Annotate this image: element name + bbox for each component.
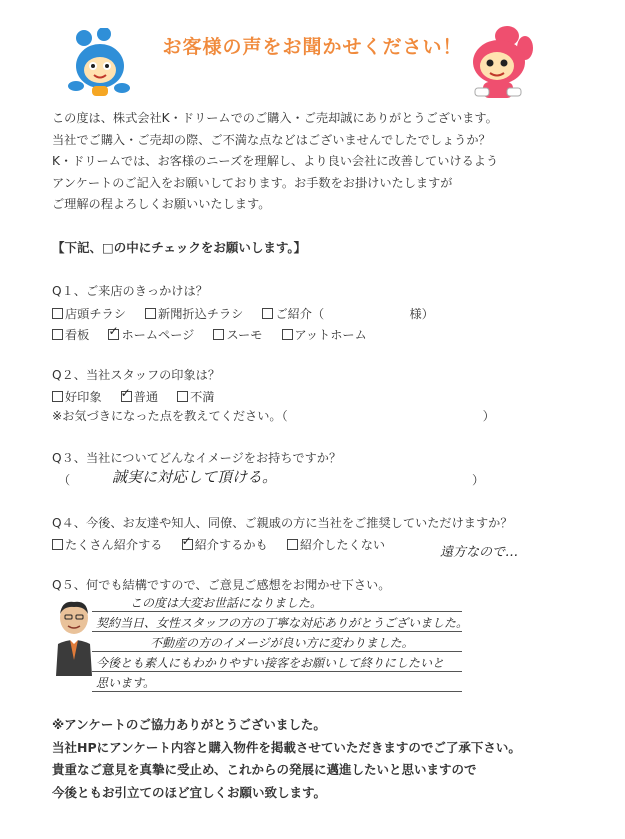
q4-option-many[interactable]: たくさん紹介する <box>52 536 163 553</box>
q5-line: この度は大変お世話になりました。 <box>130 596 323 610</box>
intro-text <box>52 108 592 216</box>
q2-option-bad[interactable]: 不満 <box>177 388 214 405</box>
q3-open-paren: （ <box>58 473 71 487</box>
q5-line: 不動産の方のイメージが良い方に変わりました。 <box>150 636 414 650</box>
q2-option-good[interactable]: 好印象 <box>52 388 102 405</box>
q1-option-newspaper[interactable]: 新聞折込チラシ <box>145 305 243 322</box>
q1-option-shop-flyer[interactable]: 店頭チラシ <box>52 305 126 322</box>
q1-question: Q１、ご来店のきっかけは？ <box>52 284 208 298</box>
q5-line: 契約当日、女性スタッフの方の丁寧な対応ありがとうございました。 <box>96 616 469 630</box>
footer-line: ※アンケートのご協力ありがとうございました。 <box>52 717 326 732</box>
q4-question: Q４、今後、お友達や知人、同僚、ご親戚の方に当社をご推奨していただけますか？ <box>52 516 513 530</box>
q1-row1 <box>52 303 448 322</box>
intro-line: アンケートのご記入をお願いしております。お手数をお掛けいたしますが <box>52 175 453 190</box>
q2-option-normal[interactable]: ✓ 普通 <box>121 388 158 405</box>
footer-line: 貴重なご意見を真摯に受止め、これからの発展に邁進したいと思いますので <box>52 762 477 777</box>
q1-option-athome[interactable]: アットホーム <box>282 326 367 343</box>
staff-photo-icon <box>50 598 98 676</box>
q3-answer: 誠実に対応して頂ける。 <box>112 468 278 486</box>
intro-line: K・ドリームでは、お客様のニーズを理解し、より良い会社に改善していけるよう <box>52 154 499 168</box>
pink-mascot-icon <box>455 22 541 108</box>
footer-text <box>52 714 592 804</box>
q1-option-signboard[interactable]: 看板 <box>52 326 89 343</box>
q5-question: Q５、何でも結構ですので、ご意見ご感想をお聞かせ下さい。 <box>52 578 391 592</box>
q4-option-maybe[interactable]: ✓ 紹介するかも <box>182 536 268 553</box>
q1-option-referral[interactable]: ご紹介（ 様） <box>262 305 433 322</box>
q2-options <box>52 386 229 405</box>
q4-option-no[interactable]: 紹介したくない <box>287 536 385 553</box>
q5-line: 今後とも素人にもわかりやすい接客をお願いして終りにしたいと <box>96 656 445 670</box>
intro-line: 当社でご購入・ご売却の際、ご不満な点などはございませんでしたでしょうか？ <box>52 132 491 147</box>
q2-question: Q２、当社スタッフの印象は？ <box>52 368 221 382</box>
intro-line: ご理解の程よろしくお願いいたします。 <box>52 197 271 211</box>
q2-note: ※お気づきになった点を教えてください。（ ） <box>52 409 495 423</box>
q4-options <box>52 534 399 553</box>
q5-line: 思います。 <box>96 676 156 690</box>
q3-question: Q３、当社についてどんなイメージをお持ちですか？ <box>52 451 342 465</box>
q3-close-paren: ） <box>472 473 485 487</box>
q1-row2 <box>52 324 381 343</box>
q4-note: 遠方なので… <box>440 545 519 560</box>
q1-option-suumo[interactable]: スーモ <box>213 326 262 343</box>
instruction: 【下記、□の中にチェックをお願いします。】 <box>52 240 307 255</box>
footer-line: 当社HPにアンケート内容と購入物件を掲載させていただきますのでご了承下さい。 <box>52 739 521 755</box>
q1-option-homepage[interactable]: ✓ ホームページ <box>108 326 194 343</box>
intro-line: この度は、株式会社K・ドリームでのご購入・ご売却誠にありがとうございます。 <box>52 111 498 125</box>
page-title: お客様の声をお聞かせください！ <box>162 36 463 58</box>
footer-line: 今後ともお引立てのほど宜しくお願い致します。 <box>52 784 327 800</box>
